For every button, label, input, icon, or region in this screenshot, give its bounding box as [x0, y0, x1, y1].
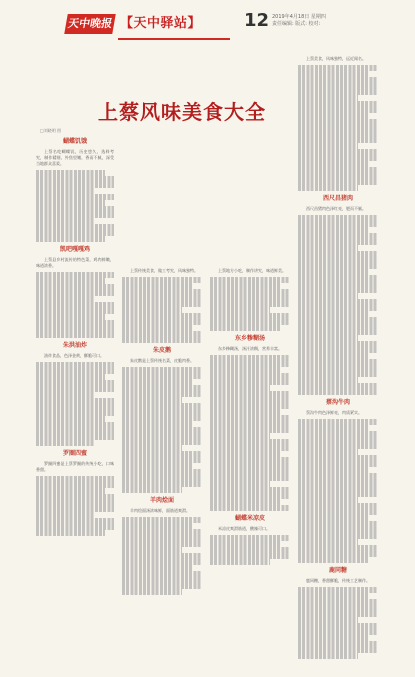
- section-name: 【天中驿站】: [120, 16, 202, 31]
- section-text: 上蔡美食，风味独特，远近闻名。: [306, 56, 366, 61]
- section-text: 上蔡县乡村流传的特色菜，鸡肉鲜嫩，味道浓香。: [36, 257, 114, 268]
- page-number: 12: [244, 10, 270, 31]
- article-column-3: [210, 268, 290, 565]
- masthead: [0, 0, 415, 62]
- section-text: 上蔡名吃蝴蝶饥，历史悠久，选料考究，制作精细，外焦里嫩，香而不腻，深受当地群众喜爱。: [36, 149, 114, 166]
- section-heading: 朱洪油炸: [62, 342, 87, 349]
- section-text: 羊肉烩面汤浓味鲜，面筋道爽滑。: [130, 508, 190, 513]
- article-column-4: [298, 56, 378, 659]
- section-heading: 蝴蝶饥饿: [62, 138, 87, 145]
- article-column-1: [36, 134, 114, 536]
- section-text: 蔡沟牛肉色泽鲜亮，肉质紧实。: [306, 410, 362, 415]
- photo-caption: □刘晓明 图: [40, 128, 62, 133]
- section-text: 鹿同糖，香甜酥脆，传统工艺制作。: [306, 578, 370, 583]
- section-heading: 鹿同糖: [328, 567, 347, 574]
- article-title: 上蔡风味美食大全: [98, 100, 266, 124]
- section-text: 上蔡地方小吃，制作讲究，味道鲜美。: [218, 268, 286, 273]
- section-heading: 凯吧嘎嘎鸡: [59, 246, 90, 253]
- section-text: 朱皮鹅是上蔡传统名菜，皮脆肉香。: [130, 358, 194, 363]
- section-heading: 罗圈四蜜: [62, 450, 87, 457]
- date-line: [272, 14, 382, 28]
- section-heading: 朱皮鹅: [152, 347, 171, 354]
- article-column-2: [122, 268, 202, 595]
- section-heading: 东乡糁糊汤: [234, 335, 265, 342]
- section-text: 米凉皮爽滑筋道，酸辣可口。: [218, 526, 270, 531]
- section-heading: 蔡沟牛肉: [325, 399, 350, 406]
- editor-line: 责任编辑: 版式: 校对:: [272, 21, 321, 27]
- section-text: 东乡糁糊汤，汤汁浓稠，营养丰富。: [218, 346, 282, 351]
- section-text: 油炸食品，色泽金黄，酥脆可口。: [44, 353, 104, 358]
- section-text: 上蔡传统美食，做工考究，风味独特。: [130, 268, 198, 273]
- section-text: 罗圈四蜜是上蔡罗圈的传统小吃，口味香甜。: [36, 461, 114, 472]
- date-text: 2019年4月18日 星期四: [272, 14, 326, 20]
- section-heading: 西尺昌猪肉: [322, 195, 353, 202]
- section-heading: 蝴蝶米凉皮: [234, 515, 265, 522]
- section-heading: 羊肉烩面: [149, 497, 174, 504]
- masthead-rule: [118, 38, 230, 40]
- paper-logo: 天中晚报: [64, 14, 116, 34]
- section-text: 西尺昌猪肉色泽红亮，肥而不腻。: [306, 206, 366, 211]
